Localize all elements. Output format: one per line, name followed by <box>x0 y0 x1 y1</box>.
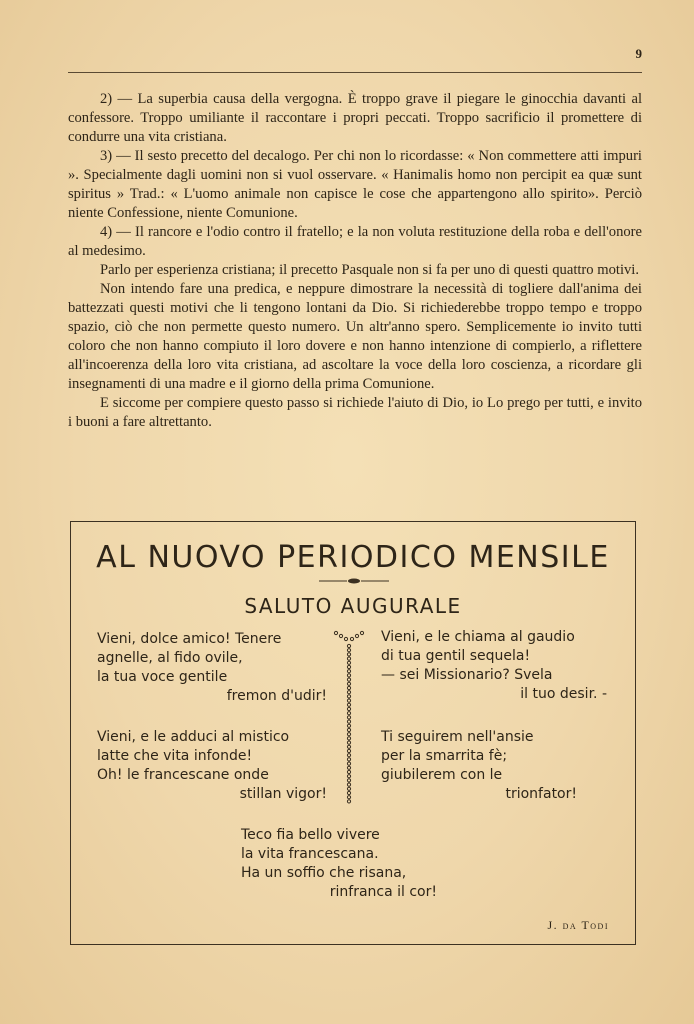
verse-line: Vieni, dolce amico! Tenere <box>97 631 282 647</box>
header-rule <box>68 72 642 73</box>
ornament-divider-icon <box>319 578 389 584</box>
verse-line: fremon d'udir! <box>226 688 327 704</box>
stanza-right-1 <box>381 628 617 704</box>
paragraph-2: 2) — La superbia causa della vergogna. È troppo grave il piegare le ginocchia davanti al confessore. Troppo umiliante il raccontare i propri peccati. Troppo sacrificio il promettere di condurre una vita cristiana. <box>68 91 642 145</box>
page-number: 9 <box>635 46 642 61</box>
paragraph-experience: Parlo per esperienza cristiana; il precetto Pasquale non si fa per uno di questi quattro motivi. <box>100 262 639 278</box>
paragraph-4: 4) — Il rancore e l'odio contro il fratello; e la non voluta restituzione della roba e dell'onore al medesimo. <box>68 224 642 259</box>
article-body <box>68 90 642 432</box>
verse-line: la tua voce gentile <box>97 669 228 685</box>
verse-line: giubilerem con le <box>381 767 503 783</box>
stanza-center <box>241 826 457 902</box>
verse-line: di tua gentil sequela! <box>381 648 531 664</box>
verse-line: Ha un soffio che risana, <box>241 865 407 881</box>
verse-line: la vita francescana. <box>241 846 379 862</box>
verse-line: latte che vita infonde! <box>97 748 253 764</box>
verse-line: Teco fia bello vivere <box>241 827 380 843</box>
verse-line: — sei Missionario? Svela <box>381 667 553 683</box>
verse-line: stillan vigor! <box>239 786 327 802</box>
stanza-right-2 <box>381 728 617 804</box>
verse-line: Oh! le francescane onde <box>97 767 269 783</box>
paragraph-3: 3) — Il sesto precetto del decalogo. Per chi non lo ricordasse: « Non commettere atti impuri ». Specialmente dagli uomini non si vuol osservare. « Hanimalis homo non percipit ea quæ sunt spiritus » Trad.: « L'uomo animale non capisce le cose che appartengono allo spirito». Perciò niente Confessione, niente Comunione. <box>68 148 642 221</box>
paragraph-sermon: Non intendo fare una predica, e neppure dimostrare la necessità di togliere dall'anima dei battezzati questi motivi che li tengono lontani da Dio. Si richiederebbe troppo tempo e troppo spazio, ciò che non permette questo numero. Un altr'anno spero. Semplicemente io invito tutti coloro che non hanno compiuto il loro dovere e non hanno intenzione di compierlo, a riflettere all'incoerenza della loro vita cristiana, ad ascoltare la voce della loro coscienza, a ricordare gli insegnamenti di una madre e il giorno della prima Comunione. <box>68 281 642 392</box>
stanza-left-2 <box>97 728 327 804</box>
poem-title: AL NUOVO PERIODICO MENSILE <box>96 540 610 575</box>
stanza-left-1 <box>97 630 327 706</box>
verse-line: Vieni, e le adduci al mistico <box>97 729 290 745</box>
bead-chain-divider-icon <box>329 630 369 805</box>
verse-line: Ti seguirem nell'ansie <box>381 729 534 745</box>
poem-box <box>70 521 636 945</box>
verse-line: agnelle, al fido ovile, <box>97 650 243 666</box>
verse-line: trionfator! <box>505 786 577 802</box>
verse-line: il tuo desir. - <box>520 686 607 702</box>
verse-line: per la smarrita fè; <box>381 748 508 764</box>
poem-subtitle: SALUTO AUGURALE <box>244 594 462 618</box>
verse-line: rinfranca il cor! <box>329 884 437 900</box>
paragraph-closing: E siccome per compiere questo passo si richiede l'aiuto di Dio, io Lo prego per tutti, e invito i buoni a fare altrettanto. <box>68 395 642 430</box>
verse-line: Vieni, e le chiama al gaudio <box>381 629 575 645</box>
signature: J. da Todi <box>547 918 609 932</box>
